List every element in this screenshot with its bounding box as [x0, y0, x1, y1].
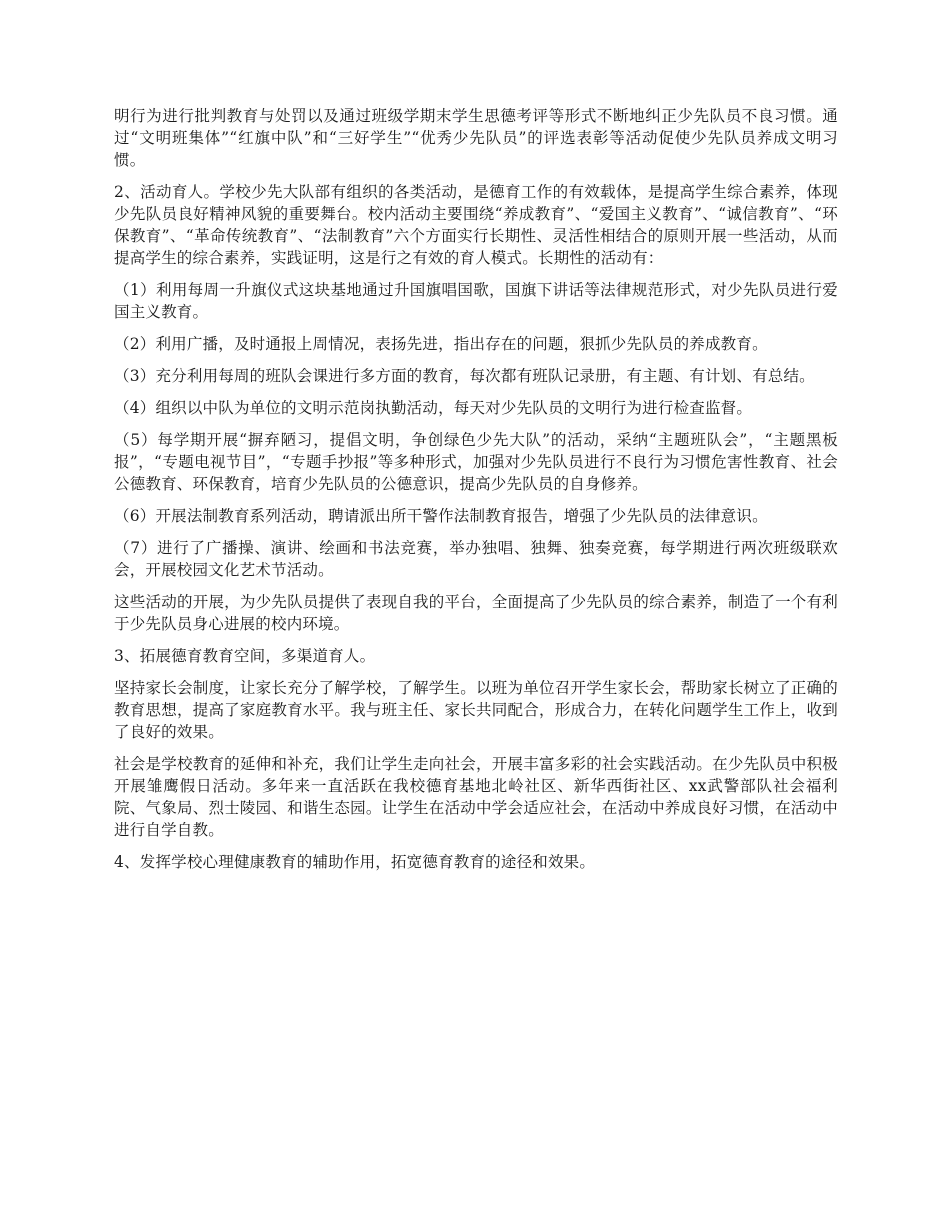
list-item-legal-education: （6）开展法制教育系列活动，聘请派出所干警作法制教育报告，增强了少先队员的法律意识。: [114, 507, 768, 525]
list-item-flag-ceremony: （1）利用每周一升旗仪式这块基地通过升国旗唱国歌，国旗下讲话等法律规范形式，对少先队员进行爱国主义教育。: [114, 281, 838, 321]
list-item-civility-duty: （4）组织以中队为单位的文明示范岗执勤活动，每天对少先队员的文明行为进行检查监督。: [114, 399, 753, 417]
paragraph-discipline-habits: 明行为进行批判教育与处罚以及通过班级学期末学生思德考评等形式不断地纠正少先队员不良习惯。通过“文明班集体”“红旗中队”和“三好学生”“优秀少先队员”的评选表彰等活动促使少先队员养成文明习惯。: [114, 107, 838, 169]
heading-expand-space: 3、拓展德育教育空间，多渠道育人。: [114, 647, 376, 665]
paragraph-activity-education: 2、活动育人。学校少先大队部有组织的各类活动，是德育工作的有效载体，是提高学生综合素养，体现少先队员良好精神风貌的重要舞台。校内活动主要围绕“养成教育”、“爱国主义教育”、“诚信教育”、“环保教育”、“革命传统教育”、“法制教育”六个方面实行长期性、灵活性相结合的原则开展一些活动，从而提高学生的综合素养，实践证明，这是行之有效的育人模式。长期性的活动有：: [114, 183, 838, 267]
list-item-competitions: （7）进行了广播操、演讲、绘画和书法竞赛，举办独唱、独舞、独奏竞赛，每学期进行两次班级联欢会，开展校园文化艺术节活动。: [114, 539, 838, 579]
paragraph-activity-summary: 这些活动的开展，为少先队员提供了表现自我的平台，全面提高了少先队员的综合素养，制造了一个有利于少先队员身心进展的校内环境。: [114, 593, 838, 633]
document-body: [114, 105, 838, 883]
list-item-broadcast: （2）利用广播，及时通报上周情况，表扬先进，指出存在的问题，狠抓少先队员的养成教育。: [114, 335, 768, 353]
list-item-class-meeting: （3）充分利用每周的班队会课进行多方面的教育，每次都有班队记录册，有主题、有计划、有总结。: [114, 367, 815, 385]
paragraph-parent-meetings: 坚持家长会制度，让家长充分了解学校，了解学生。以班为单位召开学生家长会，帮助家长树立了正确的教育思想，提高了家庭教育水平。我与班主任、家长共同配合，形成合力，在转化问题学生工作上，收到了良好的效果。: [114, 679, 838, 741]
list-item-green-brigade: （5）每学期开展“摒弃陋习，提倡文明，争创绿色少先大队”的活动，采纳“主题班队会”，“主题黑板报”，“专题电视节目”，“专题手抄报”等多种形式，加强对少先队员进行不良行为习惯危害性教育、社会公德教育、环保教育，培育少先队员的公德意识，提高少先队员的自身修养。: [114, 431, 838, 493]
paragraph-social-practice: 社会是学校教育的延伸和补充，我们让学生走向社会，开展丰富多彩的社会实践活动。在少先队员中积极开展雏鹰假日活动。多年来一直活跃在我校德育基地北岭社区、新华西街社区、xx武警部队社会福利院、气象局、烈士陵园、和谐生态园。让学生在活动中学会适应社会，在活动中养成良好习惯，在活动中进行自学自教。: [114, 755, 838, 839]
heading-mental-health: 4、发挥学校心理健康教育的辅助作用，拓宽德育教育的途径和效果。: [114, 853, 596, 871]
